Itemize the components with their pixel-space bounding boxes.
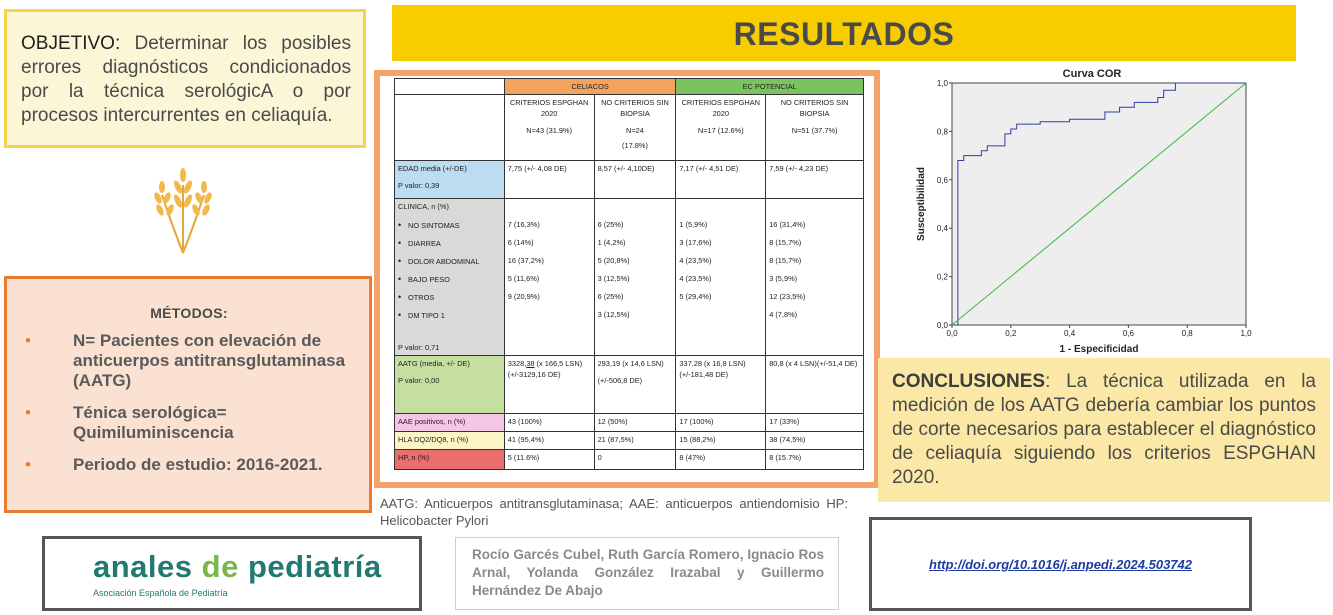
cell-value: 6 (14%)	[507, 238, 534, 247]
doi-link[interactable]: http://doi.org/10.1016/j.anpedi.2024.503742	[929, 557, 1192, 572]
clinica-item-label: OTROS	[408, 292, 435, 302]
table-cell: 12 (50%)	[594, 414, 676, 432]
authors-box: Rocío Garcés Cubel, Ruth García Romero, Ignacio Ros Arnal, Yolanda González Irazabal y Guillermo Hernández De Abajo	[455, 537, 839, 610]
row-label-clinica	[395, 199, 505, 356]
conclusions-text: : La técnica utilizada en la medición de los AATG debería cambiar los puntos de corte necesarios para establecer el diagnóstico de celiaquía siguiendo los criterios ESPGHAN 2020.	[892, 371, 1316, 488]
cell-value: 9 (20,9%)	[507, 292, 540, 301]
row-label: EDAD media (+/-DE)	[398, 164, 467, 173]
cell-value	[679, 306, 762, 324]
table-cell: 21 (87,5%)	[594, 432, 676, 450]
cell-value	[508, 306, 591, 324]
results-table	[394, 78, 864, 470]
table-cell: 7,17 (+/- 4,51 DE)	[676, 161, 766, 199]
clinica-item	[398, 234, 501, 252]
table-cell: 15 (88,2%)	[676, 432, 766, 450]
cell-value: 8 (15,7%)	[769, 256, 802, 265]
column-criteria: CRITERIOS ESPGHAN 2020	[681, 98, 760, 118]
cell-value: 5 (29,4%)	[679, 292, 712, 301]
cell-value: 6 (25%)	[597, 292, 624, 301]
clinica-item	[398, 270, 501, 288]
table-cell	[395, 95, 505, 161]
cell-value: 8 (15,7%)	[769, 238, 802, 247]
y-tick-label: 0,6	[936, 175, 948, 185]
table-cell: 8,57 (+/- 4,10DE)	[594, 161, 676, 199]
cell-value: 5 (20,8%)	[597, 256, 630, 265]
cell-value: 5 (11,6%)	[507, 274, 540, 283]
cell-value: 4 (7,8%)	[769, 310, 798, 319]
table-cell	[504, 199, 594, 356]
objective-text: Determinar los posibles errores diagnósticos condicionados por la técnica serológicA o por procesos intercurrentes en celiaquía.	[21, 33, 351, 126]
results-table-frame	[374, 70, 880, 488]
cell-value: 1 (4,2%)	[597, 238, 626, 247]
x-tick-label: 1,0	[1240, 329, 1252, 338]
roc-chart	[912, 65, 1257, 360]
column-criteria: NO CRITERIOS SIN BIOPSIA	[601, 98, 669, 118]
table-cell: 0	[594, 450, 676, 470]
bullet-icon: •	[25, 331, 31, 350]
bullet-icon: •	[398, 237, 402, 248]
column-header	[766, 95, 864, 161]
conclusions-box	[878, 358, 1330, 502]
clinica-item-label: DIARREA	[408, 238, 441, 248]
table-cell: 8 (47%)	[676, 450, 766, 470]
cell-value: 4 (23,5%)	[679, 256, 712, 265]
logo-subtitle: Asociación Española de Pediatría	[93, 588, 228, 598]
table-cell: 43 (100%)	[504, 414, 594, 432]
p-value: P valor: 0,39	[398, 181, 440, 190]
journal-logo-box	[42, 536, 422, 611]
methods-item	[19, 455, 359, 475]
bullet-icon: •	[398, 291, 402, 302]
table-cell: 41 (95,4%)	[504, 432, 594, 450]
column-n: N=51 (37.7%)	[791, 126, 838, 135]
cell-value: 3328,	[507, 359, 527, 368]
table-cell	[395, 79, 505, 95]
table-row	[395, 79, 864, 95]
clinica-item	[398, 216, 501, 234]
x-tick-label: 0,6	[1122, 329, 1134, 338]
cell-value: 3 (12,5%)	[597, 310, 630, 319]
x-tick-label: 0,2	[1005, 329, 1017, 338]
row-label-hla: HLA DQ2/DQ8, n (%)	[395, 432, 505, 450]
chart-title: Curva COR	[1062, 68, 1122, 80]
clinica-item	[398, 288, 501, 306]
methods-item-text: Periodo de estudio: 2016-2021.	[73, 455, 323, 474]
table-cell: 7,75 (+/- 4,08 DE)	[504, 161, 594, 199]
table-cell	[676, 199, 766, 356]
clinica-item	[398, 252, 501, 270]
row-label-hp: HP, n (%)	[395, 450, 505, 470]
column-n: N=17 (12.6%)	[697, 126, 744, 135]
y-tick-label: 1,0	[936, 79, 948, 88]
y-tick-label: 0,8	[936, 127, 948, 137]
wheat-icon	[150, 165, 216, 255]
table-cell: 38 (74,5%)	[766, 432, 864, 450]
cell-value: 293,19 (x 14,6 LSN)	[597, 359, 664, 368]
cell-value: 3 (12,5%)	[597, 274, 630, 283]
row-label-aae: AAE positivos, n (%)	[395, 414, 505, 432]
logo-word: de	[201, 549, 239, 584]
group-header-ec: EC POTENCIAL	[676, 79, 864, 95]
methods-title: MÉTODOS:	[150, 305, 228, 321]
methods-item	[19, 403, 359, 443]
table-row	[395, 414, 864, 432]
column-criteria: NO CRITERIOS SIN BIOPSIA	[780, 98, 849, 118]
column-header	[504, 95, 594, 161]
table-cell: 80,8 (x 4 LSN)(+/-51,4 DE)	[766, 356, 864, 414]
column-n: N=24	[626, 126, 644, 135]
clinica-item-label: BAJO PESO	[408, 274, 450, 284]
results-banner: RESULTADOS	[392, 5, 1296, 61]
table-row	[395, 161, 864, 199]
table-cell: 8 (15.7%)	[766, 450, 864, 470]
clinica-item	[398, 306, 501, 324]
cell-value: 1 (5,9%)	[679, 220, 708, 229]
row-label: AATG (media, +/- DE)	[398, 359, 470, 368]
methods-item-text: Ténica serológica= Quimiluminiscencia	[73, 403, 234, 442]
group-header-celiacos: CELIACOS	[504, 79, 676, 95]
objective-box	[4, 9, 366, 148]
y-tick-label: 0,0	[936, 321, 948, 330]
methods-box	[4, 276, 372, 513]
table-row	[395, 95, 864, 161]
logo-word: pediatría	[247, 549, 382, 584]
bullet-icon: •	[398, 219, 402, 230]
table-cell: 17 (100%)	[676, 414, 766, 432]
bullet-icon: •	[398, 309, 402, 320]
table-cell: 7,59 (+/- 4,23 DE)	[766, 161, 864, 199]
cell-value: 4 (23,5%)	[679, 274, 712, 283]
bullet-icon: •	[25, 403, 31, 422]
y-axis-label: Susceptibilidad	[916, 167, 927, 241]
row-label: CLINICA, n (%)	[398, 202, 449, 211]
x-tick-label: 0,0	[946, 329, 958, 338]
table-cell	[504, 356, 594, 414]
abbreviations-note: AATG: Anticuerpos antitransglutaminasa; AAE: anticuerpos antiendomisio HP: Helicobacter Pylori	[380, 496, 848, 528]
cell-value: 16 (31,4%)	[769, 220, 806, 229]
methods-list	[19, 331, 359, 475]
cell-value: 38	[526, 359, 535, 368]
clinica-item-label: DM TIPO 1	[408, 310, 445, 320]
bullet-icon: •	[398, 273, 402, 284]
methods-item	[19, 331, 359, 391]
cell-value: 16 (37,2%)	[507, 256, 544, 265]
bullet-icon: •	[398, 255, 402, 266]
column-criteria: CRITERIOS ESPGHAN 2020	[509, 98, 589, 118]
column-n: N=43 (31.9%)	[526, 126, 573, 135]
objective-label: OBJETIVO:	[21, 33, 121, 54]
x-tick-label: 0,4	[1064, 329, 1076, 338]
table-row	[395, 356, 864, 414]
table-cell	[594, 199, 676, 356]
y-tick-label: 0,4	[936, 224, 948, 234]
table-cell: 337.28 (x 16,8 LSN)(+/-181,48 DE)	[676, 356, 766, 414]
table-row	[395, 450, 864, 470]
cell-value: (+/-506,8 DE)	[597, 376, 643, 385]
doi-box	[869, 517, 1252, 611]
x-axis-label: 1 - Especificidad	[1059, 344, 1139, 355]
table-cell	[594, 356, 676, 414]
table-cell	[766, 199, 864, 356]
table-row	[395, 432, 864, 450]
cell-value: 3 (5,9%)	[769, 274, 798, 283]
bullet-icon: •	[25, 455, 31, 474]
table-row	[395, 199, 864, 356]
logo-word: anales	[93, 549, 193, 584]
journal-logo	[93, 549, 382, 585]
x-tick-label: 0,8	[1181, 329, 1193, 338]
p-value: P valor: 0,71	[398, 343, 440, 352]
column-header	[676, 95, 766, 161]
column-pct: (17.8%)	[622, 141, 648, 150]
column-header	[594, 95, 676, 161]
row-label-edad	[395, 161, 505, 199]
cell-value: 6 (25%)	[597, 220, 624, 229]
cell-value: (x 166,5 LSN)(+/-3129,16 DE)	[507, 359, 583, 379]
cell-value: 12 (23,5%)	[769, 292, 806, 301]
methods-item-text: N= Pacientes con elevación de anticuerpos antitransglutaminasa (AATG)	[73, 331, 346, 390]
row-label-aatg	[395, 356, 505, 414]
table-cell: 5 (11.6%)	[504, 450, 594, 470]
table-cell: 17 (33%)	[766, 414, 864, 432]
conclusions-label: CONCLUSIONES	[892, 371, 1046, 392]
cell-value: 3 (17,6%)	[679, 238, 712, 247]
p-value: P valor: 0,00	[398, 376, 440, 385]
y-tick-label: 0,2	[936, 272, 948, 282]
cell-value: 7 (16,3%)	[507, 220, 540, 229]
clinica-item-label: DOLOR ABDOMINAL	[408, 256, 480, 266]
clinica-item-label: NO SINTOMAS	[408, 220, 460, 230]
